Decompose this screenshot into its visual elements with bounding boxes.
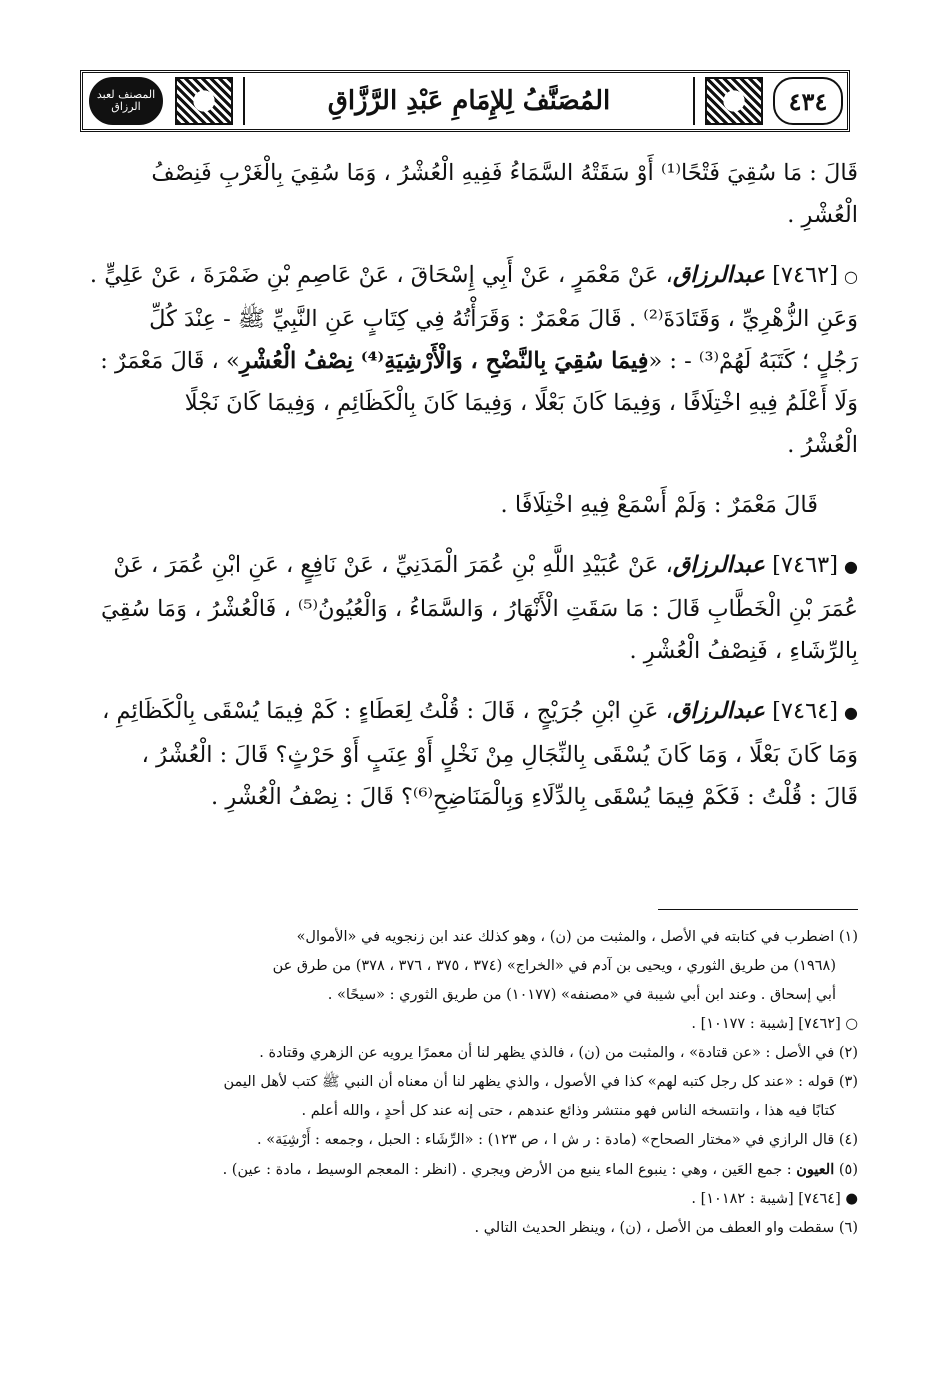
footnote-separator	[658, 909, 858, 910]
page-header	[80, 70, 850, 132]
footnote-line: (٢) في الأصل : «عن قتادة» ، والمثبت من (ن) ، فالذي يظهر لنا أن معمرًا يرويه عن الزهري وقتادة .	[259, 1045, 858, 1061]
hadith-number: [٧٤٦٤]	[772, 698, 839, 724]
ornament-left	[175, 77, 233, 125]
text-line: قَالَ مَعْمَرٌ : وَلَمْ أَسْمَعْ فِيهِ اخْتِلَافًا .	[500, 492, 818, 518]
text-line: وَمَا كَانَ بَعْلًا ، وَمَا كَانَ يُسْقَى بِالنِّجَالِ مِنْ نَخْلٍ أَوْ عِنَبٍ أَوْ حَرْثٍ؟ قَالَ : الْعُشْرُ ،	[141, 742, 858, 768]
hadith-author: عبدالرزاق	[672, 262, 765, 288]
page-number: ٤٣٤	[773, 77, 843, 125]
footnote-line: (١٩٦٨) من طريق الثوري ، ويحيى بن آدم في «الخراج» (٣٧٤ ، ٣٧٥ ، ٣٧٦ ، ٣٧٨) من طرق عن	[272, 958, 836, 974]
book-seal-logo: المصنف لعبد الرزاق	[89, 77, 163, 125]
hadith-7463	[88, 544, 858, 672]
hadith-marker: ●	[844, 557, 858, 576]
footnote-ref: ● [٧٤٦٤] [شيبة : ١٠١٨٢] .	[691, 1191, 858, 1207]
isnad-text: ، عَنِ ابْنِ جُرَيْجٍ ، قَالَ : قُلْتُ لِعَطَاءٍ : كَمْ فِيمَا يُسْقَى بِالْكَظَائِمِ ،	[102, 698, 673, 724]
footnote-term: العيون	[796, 1161, 835, 1178]
footnote-number: (٥)	[838, 1162, 858, 1178]
hadith-marker: ○	[844, 267, 858, 286]
footnote-line: (١) اضطرب في كتابته في الأصل ، والمثبت من (ن) ، وهو كذلك عند ابن زنجويه في «الأموال»	[296, 929, 858, 945]
footnote-ref: ○ [٧٤٦٢] [شيبة : ١٠١٧٧] .	[691, 1016, 858, 1032]
footnote-line: كتابًا فيه هذا ، وانتسخه الناس فهو منتشر وذائع عندهم ، حتى إنه عند كل أحدٍ ، والله أعلم .	[301, 1103, 836, 1119]
main-text	[88, 152, 858, 818]
hadith-7462	[88, 254, 858, 526]
footnote-line: (٦) سقطت واو العطف من الأصل ، (ن) ، وينظر الحديث التالي .	[474, 1220, 858, 1236]
isnad-text: ، عَنْ عُبَيْدِ اللَّهِ بْنِ عُمَرَ الْمَدَنِيِّ ، عَنْ نَافِعٍ ، عَنِ ابْنِ عُمَرَ ، عَنْ	[113, 552, 673, 578]
hadith-marker: ●	[844, 703, 858, 722]
text-line	[88, 340, 858, 382]
footnote-line: أبي إسحاق . وعند ابن أبي شيبة في «مصنفه» (١٠١٧٧) من طريق الثوري : «سيحًا» .	[327, 987, 836, 1003]
text-line: الْعُشْرُ .	[787, 432, 858, 458]
text-line: وَلَا أَعْلَمُ فِيهِ اخْتِلَافًا ، وَفِيمَا كَانَ بَعْلًا ، وَفِيمَا كَانَ بِالْكَظَائِمِ ، وَفِيمَا كَانَ نَجْلًا	[184, 390, 858, 416]
footnotes	[88, 923, 858, 1243]
text-line: قَالَ : قُلْتُ : فَكَمْ فِيمَا يُسْقَى بِالدِّلَاءِ وَبِالْمَنَاضِحِ⁽⁶⁾؟ قَالَ : نِصْفُ الْعُشْرِ .	[211, 784, 858, 810]
footnote-line: (٣) قوله : «عند كل رجل كتبه لهم» كذا في الأصول ، والذي يظهر لنا أن معناه أن النبي ﷺ كتب لأهل اليمن	[223, 1074, 858, 1090]
hadith-author: عبدالرزاق	[672, 698, 765, 724]
text-line	[88, 544, 858, 588]
hadith-number: [٧٤٦٢]	[772, 262, 839, 288]
text-line	[88, 254, 858, 298]
text-span: » ، قَالَ مَعْمَرٌ :	[100, 348, 240, 374]
hadith-number: [٧٤٦٣]	[772, 552, 839, 578]
text-line: بِالرِّشَاءِ ، فَنِصْفُ الْعُشْرِ .	[629, 638, 858, 664]
footnote-line	[88, 1155, 858, 1185]
hadith-7464	[88, 690, 858, 818]
text-line: قَالَ : مَا سُقِيَ فَتْحًا⁽¹⁾ أَوْ سَقَتْهُ السَّمَاءُ فَفِيهِ الْعُشْرُ ، وَمَا سُقِيَ بِالْغَرْبِ فَنِصْفُ	[151, 160, 858, 186]
text-line: عُمَرَ بْنِ الْخَطَّابِ قَالَ : مَا سَقَتِ الْأَنْهَارُ ، وَالسَّمَاءُ ، وَالْعُيُونُ⁽⁵⁾ ، فَالْعُشْرُ ، وَمَا سُقِيَ	[101, 596, 858, 622]
prophetic-text: فِيمَا سُقِيَ بِالنَّضْحِ ، وَالْأَرْشِيَةِ⁽⁴⁾ نِصْفُ الْعُشْرِ	[239, 348, 649, 374]
text-line: الْعُشْرِ .	[787, 202, 858, 228]
text-span: رَجُلٍ ؛ كَتَبَهُ لَهُمْ⁽³⁾ - : «	[648, 348, 858, 374]
text-line	[88, 690, 858, 734]
running-title: المُصَنَّفُ لِلإِمَامِ عَبْدِ الرَّزَّاقِ	[243, 77, 695, 125]
text-line: وَعَنِ الزُّهْرِيِّ ، وَقَتَادَةَ⁽²⁾ . قَالَ مَعْمَرٌ : وَقَرَأْتُهُ فِي كِتَابٍ عَنِ النَّبِيِّ ﷺ - عِنْدَ كُلِّ	[149, 306, 858, 332]
footnote-text: : جمع العَين ، وهي : ينبوع الماء ينبع من الأرض ويجري . (انظر : المعجم الوسيط ، مادة : عين) .	[222, 1162, 792, 1178]
footnote-line: (٤) قال الرازي في «مختار الصحاح» (مادة : ر ش ا ، ص ١٢٣) : «الرِّشَاء : الحبل ، وجمعه : أَرْشِيَة» .	[257, 1132, 858, 1148]
hadith-author: عبدالرزاق	[672, 552, 765, 578]
ornament-right	[705, 77, 763, 125]
isnad-text: ، عَنْ مَعْمَرٍ ، عَنْ أَبِي إِسْحَاقَ ، عَنْ عَاصِمِ بْنِ ضَمْرَةَ ، عَنْ عَلِيٍّ .	[89, 262, 673, 288]
